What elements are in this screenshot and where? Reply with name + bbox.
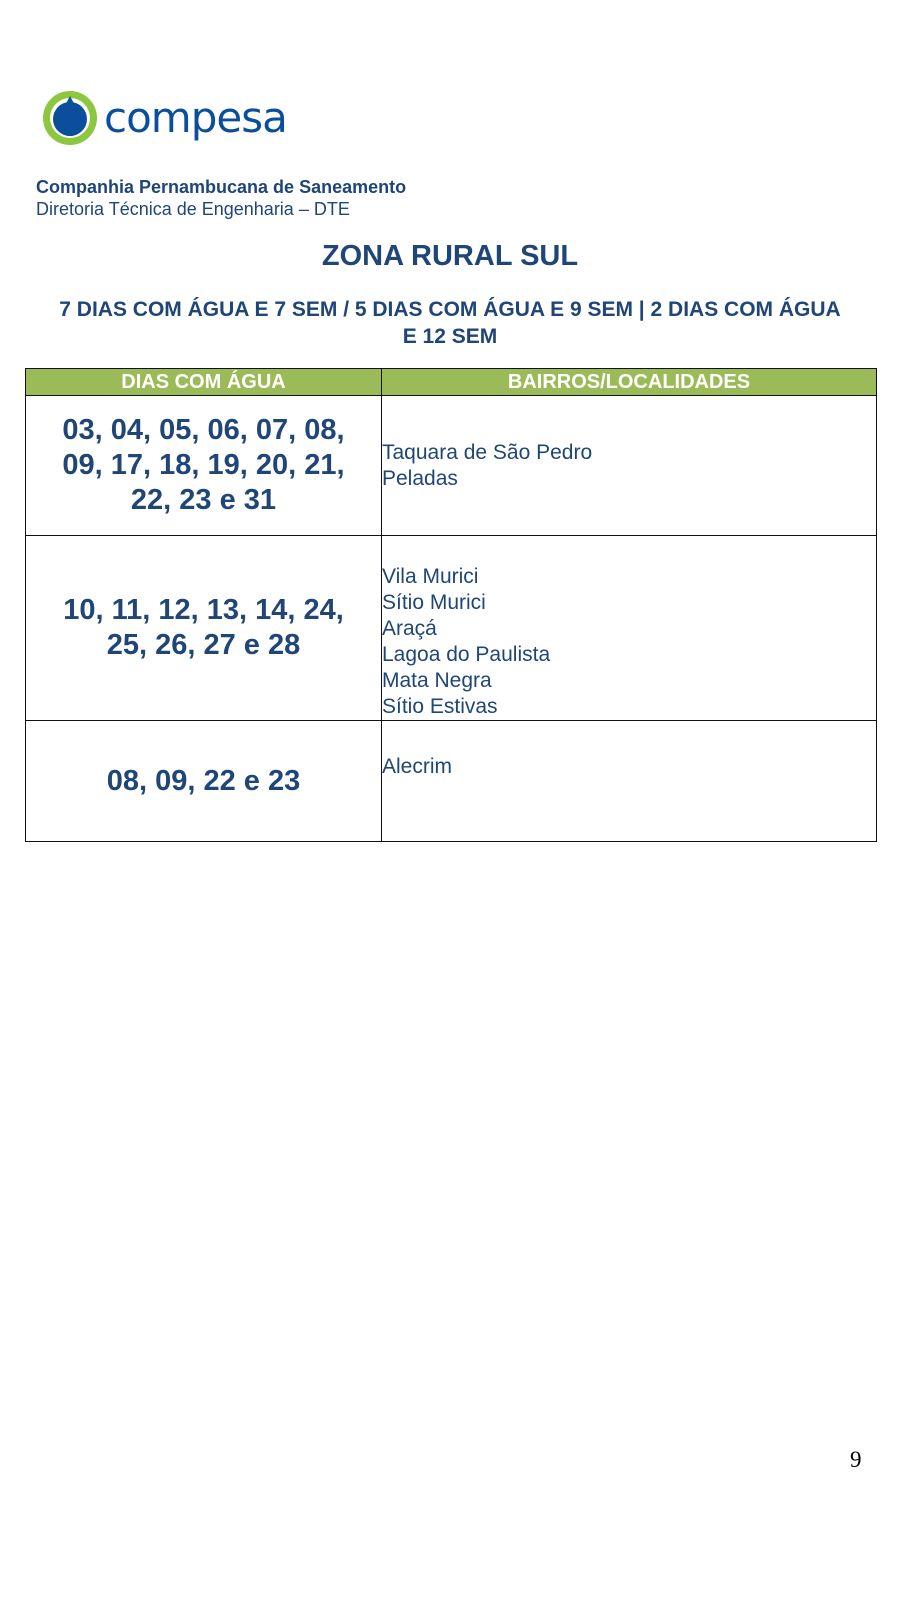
place-item: Mata Negra <box>382 669 492 692</box>
svg-text:compesa: compesa <box>104 93 287 142</box>
place-item: Taquara de São Pedro <box>382 441 593 464</box>
days-cell: 03, 04, 05, 06, 07, 08, 09, 17, 18, 19, 20, 21, 22, 23 e 31 <box>26 396 382 536</box>
place-item: Sítio Murici <box>382 591 486 614</box>
compesa-logo <box>38 86 338 152</box>
page-subtitle: 7 DIAS COM ÁGUA E 7 SEM / 5 DIAS COM ÁGUA E 9 SEM | 2 DIAS COM ÁGUA E 12 SEM <box>59 298 841 348</box>
org-name: Companhia Pernambucana de Saneamento <box>36 177 407 197</box>
table-row <box>26 396 877 536</box>
table-header-row <box>26 369 877 396</box>
header-days: DIAS COM ÁGUA <box>26 369 382 396</box>
place-item: Vila Murici <box>382 565 479 588</box>
place-item: Alecrim <box>382 755 453 778</box>
page-number: 9 <box>850 1447 862 1472</box>
table-row <box>26 536 877 721</box>
org-header <box>36 176 406 220</box>
days-cell: 08, 09, 22 e 23 <box>26 721 382 842</box>
place-item: Sítio Estivas <box>382 695 498 718</box>
place-item: Peladas <box>382 467 458 490</box>
page-title: ZONA RURAL SUL <box>321 240 579 272</box>
supply-schedule-table <box>25 368 877 842</box>
places-cell <box>382 721 877 842</box>
days-cell: 10, 11, 12, 13, 14, 24, 25, 26, 27 e 28 <box>26 536 382 721</box>
place-item: Araçá <box>382 617 437 640</box>
places-cell <box>382 396 877 536</box>
place-item: Lagoa do Paulista <box>382 643 551 666</box>
places-cell <box>382 536 877 721</box>
department-name: Diretoria Técnica de Engenharia – DTE <box>36 199 350 219</box>
table-row <box>26 721 877 842</box>
header-places: BAIRROS/LOCALIDADES <box>382 369 877 396</box>
